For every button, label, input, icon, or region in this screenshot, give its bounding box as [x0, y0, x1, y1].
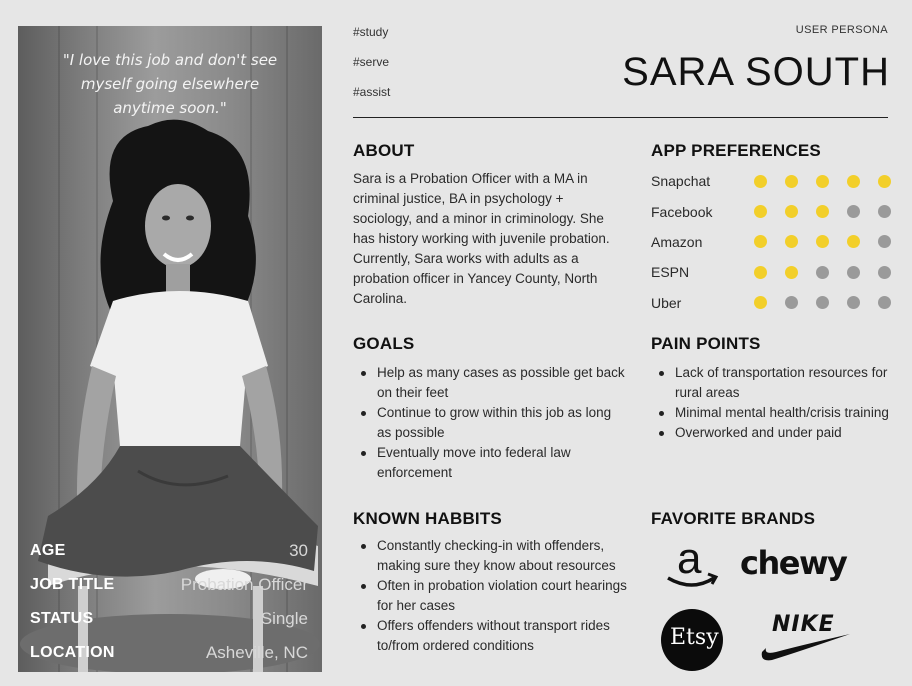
habits-list	[353, 536, 633, 656]
stat-label: STATUS	[30, 610, 94, 627]
stat-value: Asheville, NC	[205, 643, 308, 662]
rating-dots	[754, 296, 891, 309]
about-title: ABOUT	[353, 141, 415, 160]
rating-dot-filled	[754, 266, 767, 279]
rating-dot-filled	[754, 175, 767, 188]
rating-dot-empty	[878, 296, 891, 309]
list-item: Often in probation violation court hearings for her cases	[353, 576, 633, 616]
rating-dot-filled	[847, 235, 860, 248]
rating-dot-empty	[816, 266, 829, 279]
list-item: Lack of transportation resources for rural areas	[651, 363, 907, 403]
app-name: Uber	[651, 294, 682, 311]
app-preferences-title: APP PREFERENCES	[651, 141, 821, 160]
rating-dot-filled	[816, 205, 829, 218]
nike-logo	[758, 612, 854, 664]
rating-dot-empty	[847, 296, 860, 309]
amazon-logo	[664, 534, 720, 592]
stat-value: Probation Officer	[180, 575, 308, 594]
list-item: Minimal mental health/crisis training	[651, 403, 907, 423]
stat-label: AGE	[30, 542, 66, 559]
stat-label: JOB TITLE	[30, 576, 115, 593]
header-divider	[353, 117, 888, 118]
rating-dot-empty	[847, 266, 860, 279]
persona-photo-panel	[18, 26, 322, 672]
chewy-logo-text: chewy	[740, 544, 847, 582]
rating-dot-empty	[785, 296, 798, 309]
rating-dot-filled	[785, 266, 798, 279]
app-preference-row	[651, 196, 891, 226]
tag: #serve	[353, 55, 390, 69]
rating-dot-filled	[816, 175, 829, 188]
document-label: USER PERSONA	[795, 24, 888, 36]
rating-dot-filled	[816, 235, 829, 248]
rating-dot-filled	[754, 235, 767, 248]
rating-dot-empty	[878, 235, 891, 248]
list-item: Help as many cases as possible get back on their feet	[353, 363, 625, 403]
rating-dot-empty	[878, 266, 891, 279]
stat-location	[30, 636, 308, 670]
amazon-logo-text: a	[677, 534, 702, 583]
habits-title: KNOWN HABBITS	[353, 509, 502, 528]
rating-dot-filled	[847, 175, 860, 188]
tag: #assist	[353, 85, 391, 99]
stat-age	[30, 534, 308, 568]
app-name: Facebook	[651, 203, 713, 220]
rating-dot-empty	[816, 296, 829, 309]
rating-dot-empty	[847, 205, 860, 218]
app-name: ESPN	[651, 264, 690, 281]
chewy-logo	[740, 544, 858, 584]
list-item: Offers offenders without transport rides to/from ordered conditions	[353, 616, 633, 656]
pain-points-title: PAIN POINTS	[651, 334, 761, 353]
stat-status	[30, 602, 308, 636]
goals-title: GOALS	[353, 334, 415, 353]
app-preference-row	[651, 288, 891, 318]
app-name: Snapchat	[651, 173, 711, 190]
rating-dot-filled	[785, 205, 798, 218]
rating-dot-filled	[785, 235, 798, 248]
pain-points-list	[651, 363, 907, 443]
stat-value: Single	[260, 609, 308, 628]
rating-dots	[754, 205, 891, 218]
stat-value: 30	[289, 541, 308, 560]
persona-stats	[30, 534, 308, 670]
persona-tags	[353, 24, 390, 114]
goals-list	[353, 363, 625, 483]
rating-dots	[754, 235, 891, 248]
tag: #study	[353, 25, 389, 39]
list-item: Overworked and under paid	[651, 423, 907, 443]
app-preference-row	[651, 227, 891, 257]
about-text: Sara is a Probation Officer with a MA in criminal justice, BA in psychology + sociology, and a minor in criminology. She has history working with juvenile probation. Currently, Sara works with adults as a probation officer in Yancey County, North Carolina.	[353, 171, 610, 306]
rating-dots	[754, 266, 891, 279]
rating-dot-filled	[785, 175, 798, 188]
rating-dot-filled	[754, 296, 767, 309]
app-preference-row	[651, 257, 891, 287]
etsy-logo	[661, 609, 723, 671]
stat-job-title	[30, 568, 308, 602]
etsy-logo-text: Etsy	[670, 625, 719, 650]
list-item: Continue to grow within this job as long as possible	[353, 403, 625, 443]
list-item: Eventually move into federal law enforcement	[353, 443, 625, 483]
amazon-smile-icon	[664, 540, 720, 592]
persona-quote: "I love this job and don't see myself going elsewhere anytime soon."	[62, 51, 278, 117]
app-preference-row	[651, 166, 891, 196]
rating-dot-filled	[878, 175, 891, 188]
stat-label: LOCATION	[30, 644, 115, 661]
app-name: Amazon	[651, 233, 703, 250]
nike-logo-text: NIKE	[772, 612, 835, 637]
app-preferences-list	[651, 166, 891, 318]
favorite-brands-title: FAVORITE BRANDS	[651, 509, 816, 528]
list-item: Constantly checking-in with offenders, making sure they know about resources	[353, 536, 633, 576]
rating-dot-empty	[878, 205, 891, 218]
persona-name: SARA SOUTH	[622, 50, 890, 94]
rating-dot-filled	[754, 205, 767, 218]
rating-dots	[754, 175, 891, 188]
